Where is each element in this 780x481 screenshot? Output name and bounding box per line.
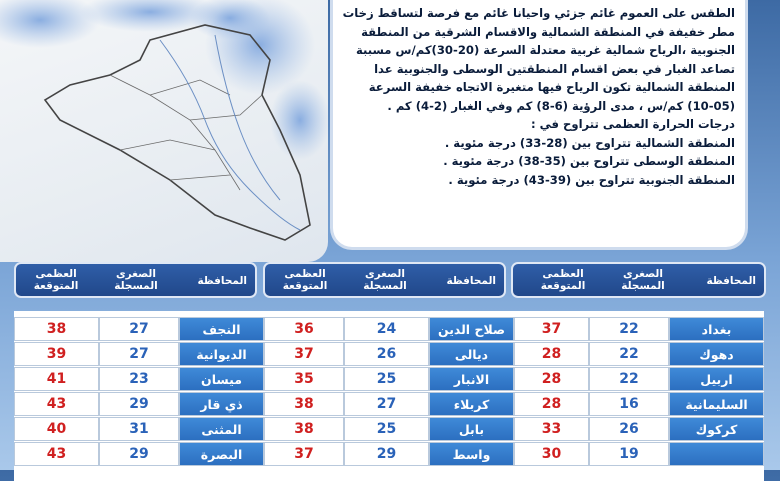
max-temp-cell: 40 [14, 417, 99, 441]
max-temp-cell: 30 [514, 442, 589, 466]
min-temp-cell: 29 [99, 392, 179, 416]
header-governorate: المحافظة [197, 275, 247, 287]
temperature-table [14, 311, 764, 481]
min-temp-cell: 26 [344, 342, 429, 366]
table-row [14, 367, 764, 392]
satellite-map [0, 0, 328, 262]
min-temp-cell: 27 [344, 392, 429, 416]
max-temp-cell: 28 [514, 342, 589, 366]
min-temp-cell: 19 [589, 442, 669, 466]
governorate-cell: كربلاء [429, 392, 514, 416]
min-temp-cell: 29 [99, 442, 179, 466]
table-row [14, 392, 764, 417]
max-temp-cell: 43 [14, 392, 99, 416]
governorate-cell: ديالى [429, 342, 514, 366]
max-temp-cell: 43 [14, 442, 99, 466]
min-temp-cell: 29 [344, 442, 429, 466]
central-region-temps: المنطقة الوسطى تتراوح بين (35-38) درجة مئوية . [443, 154, 735, 168]
governorate-cell: الديوانية [179, 342, 264, 366]
forecast-paragraph: الطقس على العموم غائم جزئي واحيانا غائم مع فرصة لتساقط زخات مطر خفيفة في المنطقة الشمالية والاقسام الشرقية من المنطقة الجنوبية ،الرياح شمالية غربية معتدلة السرعة (20-30)كم/س مسببة تصاعد الغبار في بعض اقسام المنطقتين الوسطى والجنوبية عدا المنطقة الشمالية تكون الرياح فيها متغيرة الاتجاه خفيفة السرعة (05-10) كم/س ، مدى الرؤية (6-8) كم وفي الغبار (2-4) كم . [342, 6, 735, 113]
max-temp-cell: 28 [514, 392, 589, 416]
header-governorate: المحافظة [446, 275, 496, 287]
max-temp-cell: 28 [514, 367, 589, 391]
governorate-cell: ذي قار [179, 392, 264, 416]
temps-heading: درجات الحرارة العظمى تتراوح في : [530, 117, 735, 131]
governorate-cell: المثنى [179, 417, 264, 441]
min-temp-cell: 22 [589, 367, 669, 391]
max-temp-cell: 33 [514, 417, 589, 441]
header-max: العظمى المتوقعة [282, 268, 328, 292]
header-max: العظمى المتوقعة [540, 268, 586, 292]
governorate-cell: بغداد [669, 317, 764, 341]
table-header-3 [14, 262, 257, 298]
min-temp-cell: 24 [344, 317, 429, 341]
governorate-cell: النجف [179, 317, 264, 341]
iraq-map-graphic [0, 0, 328, 262]
min-temp-cell: 25 [344, 367, 429, 391]
min-temp-cell: 27 [99, 342, 179, 366]
governorate-cell: ميسان [179, 367, 264, 391]
max-temp-cell: 39 [14, 342, 99, 366]
max-temp-cell: 36 [264, 317, 344, 341]
max-temp-cell: 37 [264, 342, 344, 366]
min-temp-cell: 22 [589, 317, 669, 341]
forecast-text-panel [330, 0, 748, 250]
governorate-cell [669, 442, 764, 466]
max-temp-cell: 35 [264, 367, 344, 391]
table-row [14, 342, 764, 367]
max-temp-cell: 38 [14, 317, 99, 341]
north-region-temps: المنطقة الشمالية تتراوح بين (28-33) درجة مئوية . [444, 135, 735, 150]
governorate-cell: السليمانية [669, 392, 764, 416]
south-region-temps: المنطقة الجنوبية تتراوح بين (39-43) درجة مئوية . [448, 172, 735, 187]
governorate-cell: البصرة [179, 442, 264, 466]
header-min: الصغرى المسجلة [363, 268, 407, 292]
table-header-2 [263, 262, 506, 298]
governorate-cell: صلاح الدين [429, 317, 514, 341]
header-max: العظمى المتوقعة [33, 268, 79, 292]
governorate-cell: دهوك [669, 342, 764, 366]
table-row [14, 317, 764, 342]
max-temp-cell: 37 [264, 442, 344, 466]
table-header-1 [511, 262, 766, 298]
max-temp-cell: 38 [264, 392, 344, 416]
table-row [14, 442, 764, 467]
min-temp-cell: 22 [589, 342, 669, 366]
header-min: الصغرى المسجلة [114, 268, 158, 292]
min-temp-cell: 27 [99, 317, 179, 341]
min-temp-cell: 31 [99, 417, 179, 441]
max-temp-cell: 41 [14, 367, 99, 391]
min-temp-cell: 25 [344, 417, 429, 441]
governorate-cell: اربيل [669, 367, 764, 391]
header-min: الصغرى المسجلة [621, 268, 665, 292]
min-temp-cell: 16 [589, 392, 669, 416]
governorate-cell: بابل [429, 417, 514, 441]
header-governorate: المحافظة [706, 275, 756, 287]
governorate-cell: كركوك [669, 417, 764, 441]
governorate-cell: الانبار [429, 367, 514, 391]
governorate-cell: واسط [429, 442, 514, 466]
max-temp-cell: 38 [264, 417, 344, 441]
table-row [14, 417, 764, 442]
min-temp-cell: 26 [589, 417, 669, 441]
min-temp-cell: 23 [99, 367, 179, 391]
max-temp-cell: 37 [514, 317, 589, 341]
